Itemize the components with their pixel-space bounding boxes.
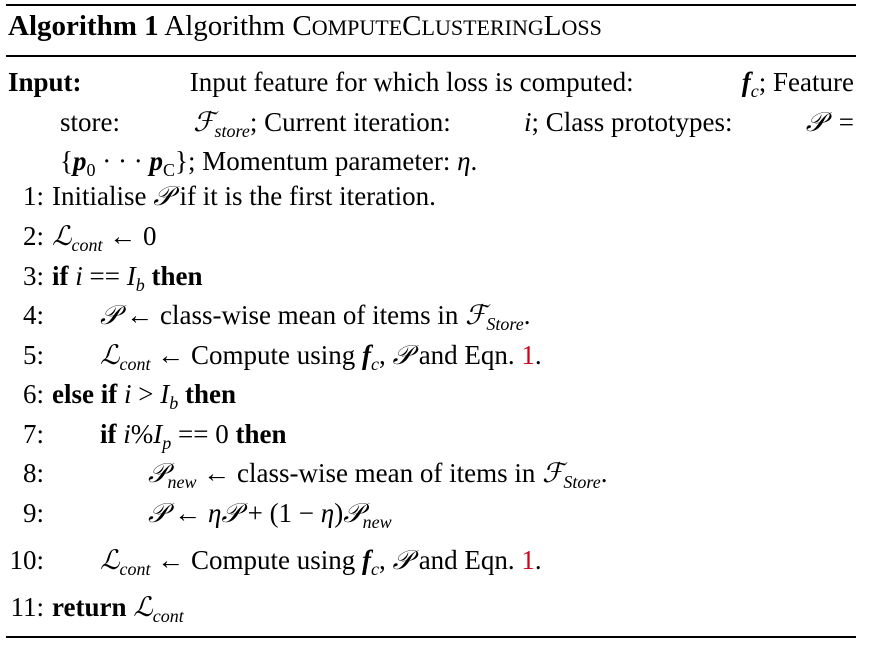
line-number: 5:	[22, 340, 44, 370]
input-block	[8, 63, 854, 182]
algorithm-label: Algorithm 1	[8, 10, 159, 42]
line-number: 1:	[22, 181, 44, 211]
input-store-label: store:	[60, 106, 120, 137]
line-number: 11:	[10, 592, 44, 622]
step-8: 8: 𝒫$_{new}$ ← class-wise mean of items in ℱ$_{Store}$.	[0, 458, 607, 498]
step-4: 4: 𝒫 ← class-wise mean of items in ℱ$_{Store}$.	[0, 300, 530, 340]
line-number: 3:	[22, 261, 44, 291]
input-i: i; Class prototypes:	[524, 106, 733, 137]
line-number: 2:	[22, 221, 44, 251]
bottom-rule	[6, 636, 856, 638]
input-p-eq: 𝒫 =	[805, 106, 854, 138]
step-9: 9: 𝒫 ← η𝒫 + (1 − η)𝒫$_{new}$	[0, 498, 392, 538]
line-number: 9:	[22, 498, 44, 528]
input-line-2	[8, 103, 854, 143]
algorithm-title	[8, 10, 602, 43]
title-rule	[6, 55, 856, 57]
input-fc: $f_c$; Feature	[741, 67, 854, 101]
input-desc-1: Input feature for which loss is computed:	[189, 67, 634, 97]
step-10: 10: ℒ$_{cont}$ ← Compute using $f_c$, 𝒫 and Eqn. 1.	[0, 545, 542, 585]
step-5: 5: ℒ$_{cont}$ ← Compute using $f_c$, 𝒫 and Eqn. 1.	[0, 340, 542, 380]
step-11: 11: return ℒ$_{cont}$	[0, 592, 184, 632]
step-6: 6: else if $i > I_b$ then	[0, 379, 236, 419]
line-number: 8:	[22, 458, 44, 488]
algorithm-title-prefix: Algorithm	[164, 10, 286, 42]
input-line-1	[8, 63, 854, 103]
top-rule	[6, 4, 856, 6]
eqn-ref[interactable]: 1	[521, 545, 535, 575]
step-3: 3: if $i == I_b$ then	[0, 261, 203, 301]
step-1: 1: Initialise 𝒫 if it is the first iteration.	[0, 181, 436, 221]
algorithm-name: COMPUTECLUSTERINGLOSS	[292, 10, 602, 42]
eqn-ref[interactable]: 1	[521, 340, 535, 370]
line-number: 4:	[22, 300, 44, 330]
line-number: 7:	[22, 419, 44, 449]
line-number: 10:	[9, 545, 44, 575]
input-fstore: ℱ$_{store}$; Current iteration:	[193, 106, 451, 141]
step-2: 2: ℒ$_{cont}$ ← 0	[0, 221, 156, 261]
input-line-3: {$p_0$ · · · $p_C$}; Momentum parameter: η.	[60, 146, 478, 180]
input-momentum-label: ; Momentum parameter:	[187, 146, 451, 176]
input-label: Input:	[8, 67, 82, 97]
step-7: 7: if $i\%I_p == 0$ then	[0, 419, 287, 459]
line-number: 6:	[22, 379, 44, 409]
